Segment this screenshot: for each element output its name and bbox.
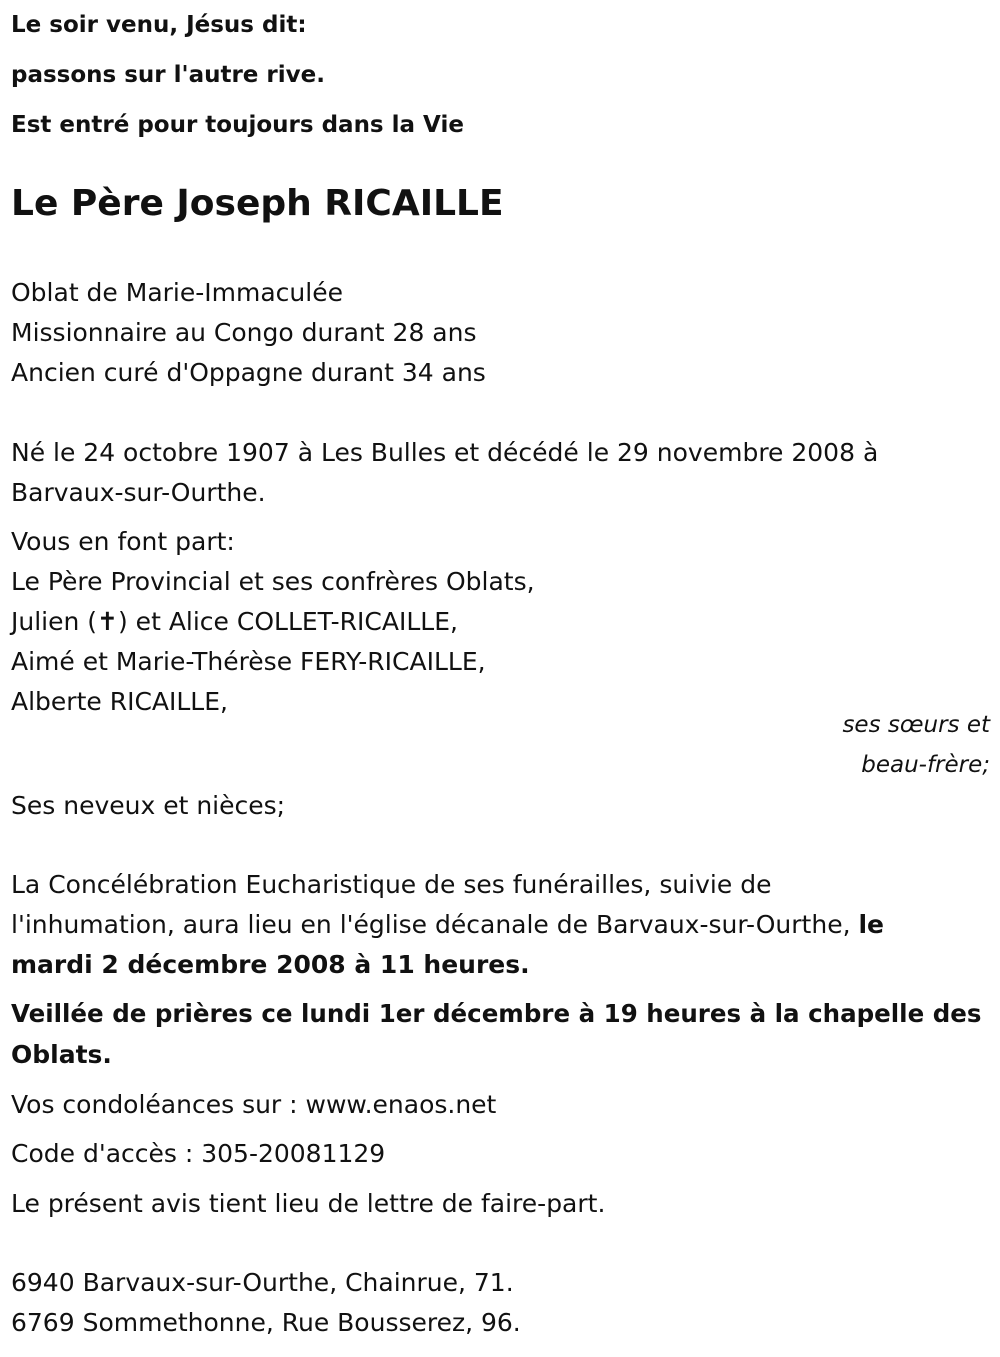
nephews-nieces: Ses neveux et nièces; [11,791,286,820]
family-member: Julien (✝) et Alice COLLET-RICAILLE, [11,607,458,636]
intro-line-1: Le soir venu, Jésus dit: [11,12,307,38]
family-member: Le Père Provincial et ses confrères Oblats, [11,567,535,596]
funeral-line-2-bold: le [858,910,885,939]
funeral-line-2 [11,912,884,937]
funeral-line-2-regular: l'inhumation, aura lieu en l'église décanale de Barvaux-sur-Ourthe, [11,910,859,939]
access-code: Code d'accès : 305-20081129 [11,1139,386,1168]
condolences-website: Vos condoléances sur : www.enaos.net [11,1090,497,1119]
title-line-3: Ancien curé d'Oppagne durant 34 ans [11,358,486,387]
address: 6769 Sommethonne, Rue Bousserez, 96. [11,1308,521,1337]
funeral-date-time: mardi 2 décembre 2008 à 11 heures. [11,950,530,979]
deceased-name: Le Père Joseph RICAILLE [11,183,504,224]
notice-statement: Le présent avis tient lieu de lettre de faire-part. [11,1189,606,1218]
family-heading: Vous en font part: [11,527,235,556]
birth-death-line-1: Né le 24 octobre 1907 à Les Bulles et décédé le 29 novembre 2008 à [11,438,879,467]
relation-line-1: ses sœurs et [842,712,990,738]
intro-line-2: passons sur l'autre rive. [11,62,325,88]
birth-death-line-2: Barvaux-sur-Ourthe. [11,478,266,507]
family-member: Aimé et Marie-Thérèse FERY-RICAILLE, [11,647,486,676]
title-line-2: Missionnaire au Congo durant 28 ans [11,318,477,347]
vigil-line-2: Oblats. [11,1040,112,1069]
intro-line-3: Est entré pour toujours dans la Vie [11,112,464,138]
address: 6940 Barvaux-sur-Ourthe, Chainrue, 71. [11,1268,514,1297]
title-line-1: Oblat de Marie-Immaculée [11,278,343,307]
relation-line-2: beau-frère; [861,752,990,778]
family-member: Alberte RICAILLE, [11,687,228,716]
vigil-line-1: Veillée de prières ce lundi 1er décembre à 19 heures à la chapelle des [11,999,982,1028]
funeral-line-1: La Concélébration Eucharistique de ses funérailles, suivie de [11,870,772,899]
